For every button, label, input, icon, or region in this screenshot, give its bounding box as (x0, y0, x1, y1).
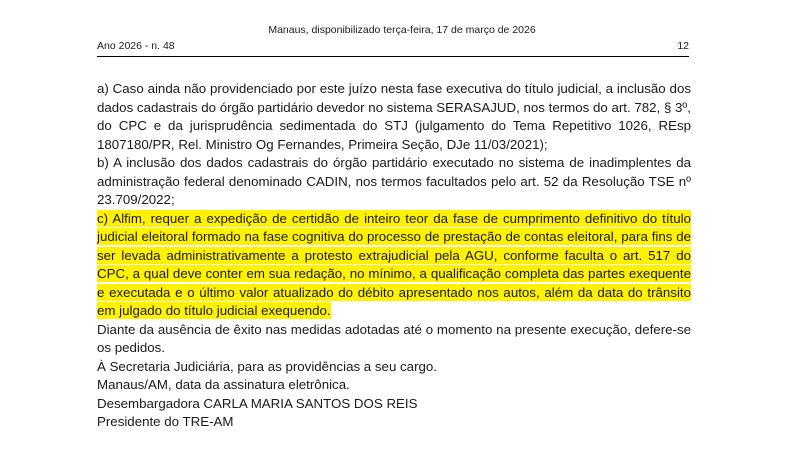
document-body (97, 80, 691, 432)
paragraph-item-b: b) A inclusão dos dados cadastrais do órgão partidário executado no sistema de inadimplentes da administração federal denominado CADIN, nos termos facultados pelo art. 52 da Resolução TSE nº 23.709/2022; (97, 155, 691, 207)
highlighted-text: c) Alfim, requer a expedição de certidão de inteiro teor da fase de cumprimento definitivo do título judicial eleitoral formado na fase cognitiva do processo de prestação de contas eleitoral, para fins de ser levada administrativamente a protesto extrajudicial pela AGU, conforme faculta o art. 517 do CPC, a qual deve conter em sua redação, no mínimo, a qualificação completa das partes exequente e executada e o último valor atualizado do débito apresentado nos autos, além da data do trânsito em julgado do título judicial exequendo. (97, 210, 691, 318)
place-and-date: Manaus/AM, data da assinatura eletrônica. (97, 377, 350, 392)
paragraph-decision: Diante da ausência de êxito nas medidas adotadas até o momento na presente execução, defere-se os pedidos. (97, 321, 691, 355)
page-header (97, 22, 689, 58)
signatory-name: Desembargadora CARLA MARIA SANTOS DOS REIS (97, 395, 418, 411)
paragraph-secretaria: À Secretaria Judiciária, para as providências a seu cargo. (97, 358, 437, 374)
signatory-title: Presidente do TRE-AM (97, 414, 234, 429)
paragraph-item-a: a) Caso ainda não providenciado por este juízo nesta fase executiva do título judicial, a inclusão dos dados cadastrais do órgão partidário devedor no sistema SERASAJUD, nos termos do art. 782, § 3º, do CPC e da jurisprudência sedimentada do STJ (julgamento do Tema Repetitivo 1026, REsp 1807180/PR, Rel. Ministro Og Fernandes, Primeira Seção, DJe 11/03/2021); (97, 81, 691, 152)
edition-number: Ano 2026 - n. 48 (97, 40, 175, 52)
publication-date: Manaus, disponibilizado terça-feira, 17 de março de 2026 (268, 24, 536, 36)
paragraph-item-c (97, 210, 691, 321)
page-number: 12 (677, 40, 689, 52)
header-divider (97, 56, 689, 57)
